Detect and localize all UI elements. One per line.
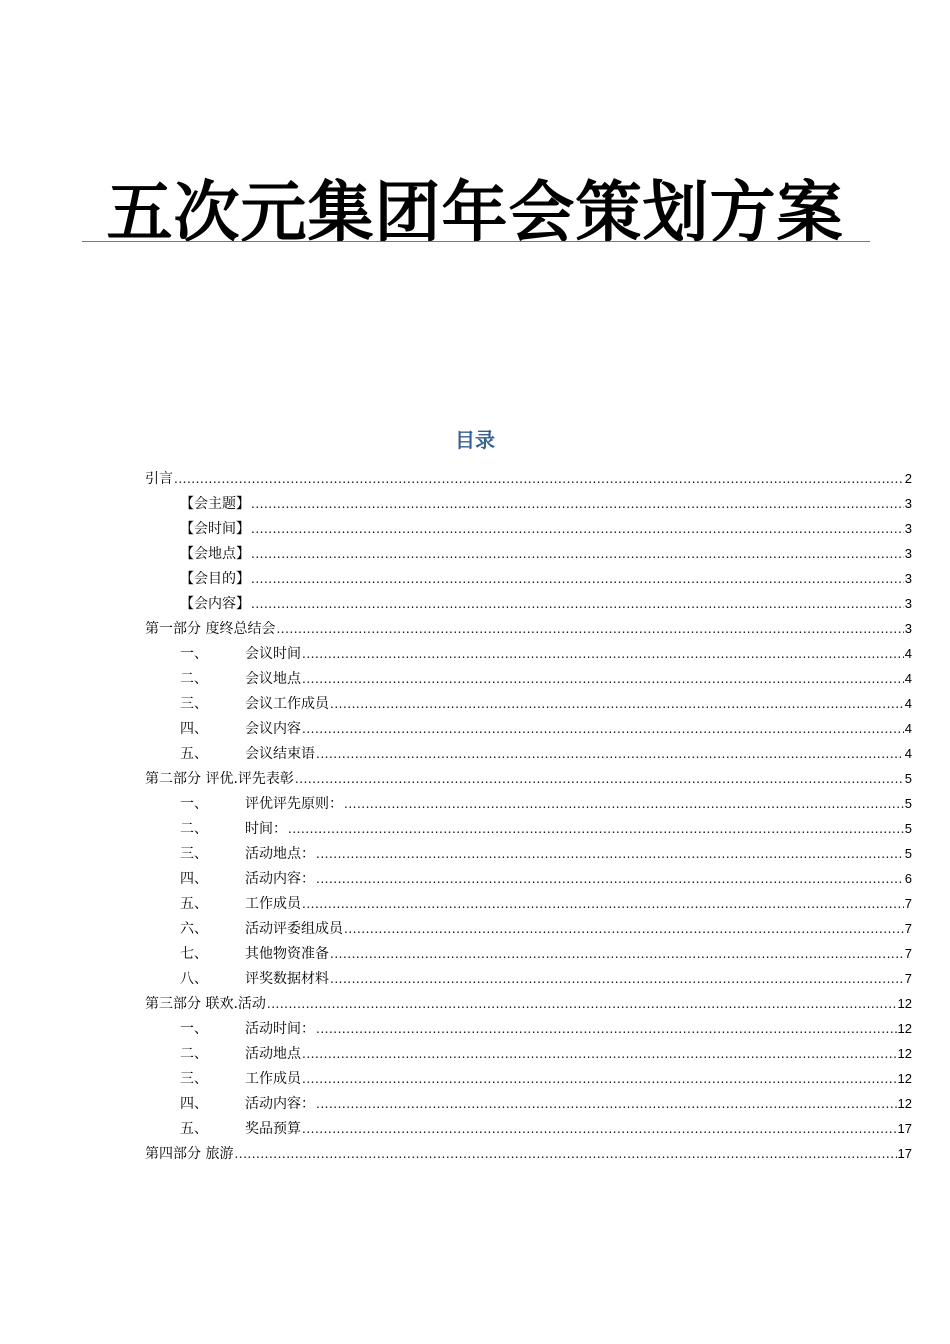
toc-entry-label: 时间： (245, 821, 287, 837)
toc-dot-leader (302, 1067, 897, 1092)
toc-entry[interactable] (145, 816, 912, 841)
toc-dot-leader (267, 992, 897, 1017)
toc-entry[interactable] (145, 991, 912, 1016)
toc-dot-leader (251, 567, 904, 592)
toc-entry[interactable] (145, 541, 912, 566)
toc-entry[interactable] (145, 841, 912, 866)
toc-page-number: 5 (904, 846, 912, 861)
toc-page-number: 17 (897, 1146, 912, 1161)
toc-entry[interactable] (145, 566, 912, 591)
toc-entry-label: 活动评委组成员 (245, 921, 343, 937)
toc-entry-label: 引言 (145, 471, 173, 487)
toc-dot-leader (302, 642, 904, 667)
toc-entry[interactable] (145, 891, 912, 916)
toc-dot-leader (302, 717, 904, 742)
toc-entry-label: 【会地点】 (180, 546, 250, 562)
toc-entry[interactable] (145, 1041, 912, 1066)
toc-entry-label: 活动时间： (245, 1021, 315, 1037)
toc-dot-leader (330, 942, 904, 967)
toc-entry-label: 【会内容】 (180, 596, 250, 612)
toc-entry-label: 会议时间 (245, 646, 301, 662)
toc-entry-label: 第一部分 度终总结会 (145, 621, 276, 637)
toc-page-number: 6 (904, 871, 912, 886)
toc-entry-label: 工作成员 (245, 1071, 301, 1087)
toc-entry-label: 评奖数据材料 (245, 971, 329, 987)
toc-page-number: 3 (904, 546, 912, 561)
toc-entry-number: 七、 (180, 946, 208, 962)
toc-entry[interactable] (145, 916, 912, 941)
toc-entry[interactable] (145, 941, 912, 966)
toc-entry[interactable] (145, 1066, 912, 1091)
toc-dot-leader (288, 817, 904, 842)
toc-dot-leader (251, 517, 904, 542)
toc-dot-leader (316, 842, 904, 867)
toc-page-number: 7 (904, 921, 912, 936)
toc-entry[interactable] (145, 1116, 912, 1141)
toc-entry-label: 会议结束语 (245, 746, 315, 762)
toc-entry[interactable] (145, 1016, 912, 1041)
toc-page-number: 4 (904, 746, 912, 761)
toc-page-number: 3 (904, 521, 912, 536)
toc-entry-label: 第二部分 评优.评先表彰 (145, 771, 294, 787)
toc-entry-number: 五、 (180, 1121, 208, 1137)
toc-page-number: 4 (904, 671, 912, 686)
toc-entry-number: 二、 (180, 1046, 208, 1062)
toc-entry-label: 会议内容 (245, 721, 301, 737)
toc-page-number: 12 (897, 996, 912, 1011)
toc-dot-leader (330, 967, 904, 992)
toc-entry-number: 二、 (180, 821, 208, 837)
toc-entry[interactable] (145, 866, 912, 891)
toc-entry[interactable] (145, 791, 912, 816)
toc-entry-label: 其他物资准备 (245, 946, 329, 962)
toc-dot-leader (316, 1017, 897, 1042)
toc-entry-number: 三、 (180, 1071, 208, 1087)
toc-entry[interactable] (145, 766, 912, 791)
toc-entry-label: 活动地点 (245, 1046, 301, 1062)
toc-page-number: 7 (904, 896, 912, 911)
toc-entry-label: 【会目的】 (180, 571, 250, 587)
toc-entry-label: 【会时间】 (180, 521, 250, 537)
toc-entry[interactable] (145, 741, 912, 766)
toc-page-number: 4 (904, 646, 912, 661)
toc-dot-leader (234, 1142, 896, 1167)
toc-entry-label: 会议地点 (245, 671, 301, 687)
toc-entry-number: 八、 (180, 971, 208, 987)
toc-dot-leader (295, 767, 904, 792)
toc-page-number: 5 (904, 821, 912, 836)
toc-dot-leader (344, 792, 904, 817)
toc-entry-label: 会议工作成员 (245, 696, 329, 712)
toc-dot-leader (174, 467, 904, 492)
toc-page-number: 5 (904, 771, 912, 786)
toc-page-number: 12 (897, 1046, 912, 1061)
toc-dot-leader (251, 542, 904, 567)
toc-entry[interactable] (145, 491, 912, 516)
toc-page-number: 7 (904, 971, 912, 986)
toc-entry-number: 四、 (180, 871, 208, 887)
toc-page-number: 3 (904, 571, 912, 586)
toc-entry-number: 一、 (180, 796, 208, 812)
toc-dot-leader (276, 617, 903, 642)
toc-dot-leader (251, 492, 904, 517)
toc-page-number: 4 (904, 696, 912, 711)
toc-page-number: 12 (897, 1021, 912, 1036)
toc-page-number: 3 (904, 596, 912, 611)
toc-entry[interactable] (145, 691, 912, 716)
toc-entry[interactable] (145, 641, 912, 666)
toc-entry[interactable] (145, 966, 912, 991)
toc-entry[interactable] (145, 666, 912, 691)
toc-page-number: 3 (904, 496, 912, 511)
title-underline (82, 241, 870, 242)
toc-page-number: 2 (904, 471, 912, 486)
toc-page-number: 4 (904, 721, 912, 736)
toc-entry-number: 四、 (180, 721, 208, 737)
toc-entry-number: 三、 (180, 696, 208, 712)
toc-heading: 目录 (455, 428, 495, 452)
table-of-contents (145, 466, 912, 1166)
toc-entry-label: 评优评先原则： (245, 796, 343, 812)
toc-dot-leader (302, 667, 904, 692)
toc-entry[interactable] (145, 616, 912, 641)
toc-page-number: 7 (904, 946, 912, 961)
toc-entry-label: 奖品预算 (245, 1121, 301, 1137)
toc-entry-label: 活动地点： (245, 846, 315, 862)
toc-entry-label: 第三部分 联欢.活动 (145, 996, 266, 1012)
toc-entry-number: 四、 (180, 1096, 208, 1112)
toc-entry-number: 五、 (180, 746, 208, 762)
toc-page-number: 12 (897, 1071, 912, 1086)
toc-page-number: 17 (897, 1121, 912, 1136)
toc-entry-number: 三、 (180, 846, 208, 862)
toc-entry-number: 一、 (180, 1021, 208, 1037)
toc-entry-label: 第四部分 旅游 (145, 1146, 234, 1162)
toc-entry-number: 一、 (180, 646, 208, 662)
toc-page-number: 3 (904, 621, 912, 636)
toc-dot-leader (316, 742, 904, 767)
toc-dot-leader (251, 592, 904, 617)
toc-dot-leader (316, 1092, 897, 1117)
toc-page-number: 5 (904, 796, 912, 811)
toc-dot-leader (302, 892, 904, 917)
toc-entry[interactable] (145, 1091, 912, 1116)
toc-entry-label: 活动内容： (245, 871, 315, 887)
toc-entry-label: 工作成员 (245, 896, 301, 912)
toc-dot-leader (316, 867, 904, 892)
toc-page-number: 12 (897, 1096, 912, 1111)
toc-entry-number: 五、 (180, 896, 208, 912)
toc-entry-label: 【会主题】 (180, 496, 250, 512)
toc-dot-leader (344, 917, 904, 942)
toc-entry-number: 二、 (180, 671, 208, 687)
toc-dot-leader (302, 1117, 897, 1142)
toc-entry[interactable] (145, 591, 912, 616)
toc-entry[interactable] (145, 516, 912, 541)
toc-dot-leader (302, 1042, 897, 1067)
document-title: 五次元集团年会策划方案 (106, 174, 844, 251)
toc-entry[interactable] (145, 1141, 912, 1166)
toc-entry-label: 活动内容： (245, 1096, 315, 1112)
toc-entry-number: 六、 (180, 921, 208, 937)
toc-entry[interactable] (145, 716, 912, 741)
toc-entry[interactable] (145, 466, 912, 491)
toc-dot-leader (330, 692, 904, 717)
